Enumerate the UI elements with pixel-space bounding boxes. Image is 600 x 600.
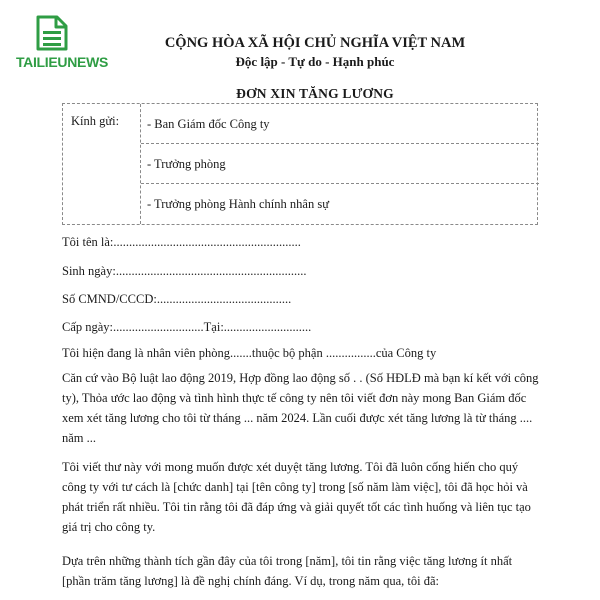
national-motto: Độc lập - Tự do - Hạnh phúc [235,54,395,69]
document-title: ĐƠN XIN TĂNG LƯƠNG [236,86,394,101]
recipient-item: - Ban Giám đốc Công ty [141,104,539,144]
recipient-item: - Trưởng phòng [141,144,539,184]
site-logo [14,14,109,74]
document-icon [35,14,71,52]
issue-field: Cấp ngày:.............................Tại:............................ [62,320,312,334]
paragraph: Căn cứ vào Bộ luật lao động 2019, Hợp đồng lao động số . . (Số HĐLĐ mà bạn kí kết với công ty), Thỏa ước lao động và tình hình thực tế công ty nên tôi viết đơn này mong Ban Giám đốc xem xét tăng lương cho tôi từ tháng ... năm 2024. Lần cuối được xét tăng lương là từ tháng .... năm ... [62,371,539,445]
name-field: Tôi tên là:............................................................ [62,235,301,249]
paragraph: Tôi viết thư này với mong muốn được xét duyệt tăng lương. Tôi đã luôn cống hiến cho quý công ty với tư cách là [chức danh] tại [tên công ty] trong [số năm làm việc], tôi đã học hỏi và phát triển rất nhiều. Tôi tin rằng tôi đã đáp ứng và giải quyết tốt các tình huống và liên tục tạo giá trị cho công ty. [62,460,531,534]
paragraph: Dựa trên những thành tích gần đây của tôi trong [năm], tôi tin rằng việc tăng lương ít nhất [phần trăm tăng lương] là đề nghị chính đáng. Ví dụ, trong năm qua, tôi đã: [62,554,513,588]
birth-date-field: Sinh ngày:............................................................. [62,264,307,278]
id-number-field: Số CMND/CCCD:........................................... [62,292,292,306]
recipients-list [140,104,539,224]
recipients-table [62,103,538,225]
national-title: CỘNG HÒA XÃ HỘI CHỦ NGHĨA VIỆT NAM [164,35,466,51]
recipients-label: Kính gửi: [71,114,120,128]
logo-text: TAILIEUNEWS [15,54,109,70]
recipient-item: - Trưởng phòng Hành chính nhân sự [147,197,329,211]
employee-line: Tôi hiện đang là nhân viên phòng.......thuộc bộ phận ................của Công ty [62,346,437,360]
